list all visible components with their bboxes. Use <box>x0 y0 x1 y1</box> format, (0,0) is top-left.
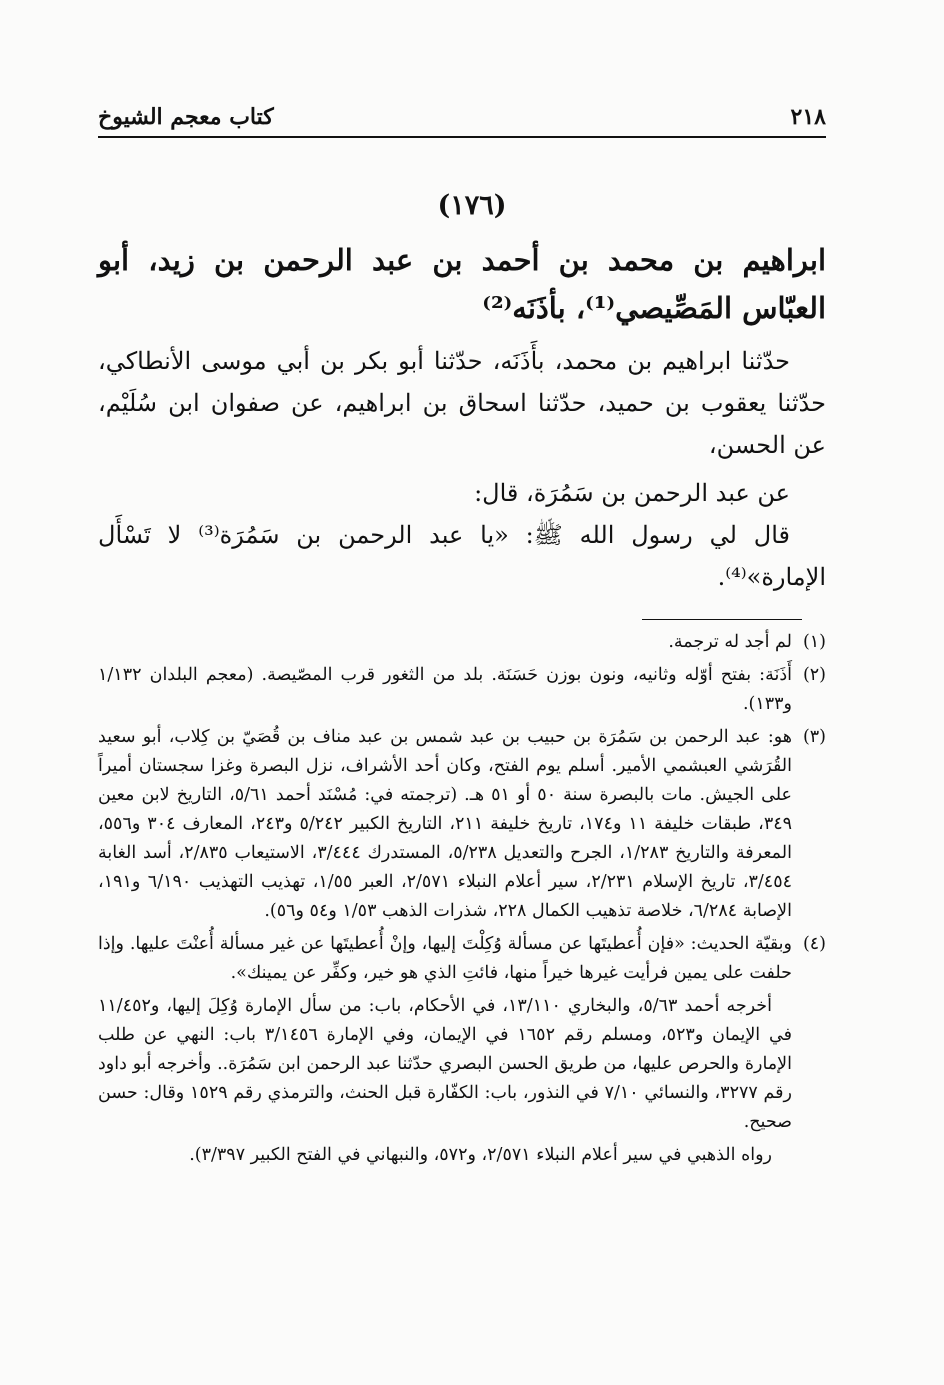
footnote-text: أَذَنَة: بفتح أوّله وثانيه، ونون بوزن حَسَنَة. بلد من الثغور قرب المصّيصة. (معجم البلدان ١/١٣٢ و١٣٣). <box>98 665 792 714</box>
footnote-mark: (٣) <box>802 727 826 747</box>
footnote-text: وبقيّة الحديث: «فإن أُعطيتَها عن مسألة وُكِلْتَ إليها، وإنْ أُعطيتَها عن غير مسألة أُعنْتَ عليها. وإذا حلفت على يمين فرأيت غيرها خيراً منها، فائتِ الذي هو خير، وكفِّر عن يمينك». <box>98 934 792 983</box>
isnad-paragraph: حدّثنا ابراهيم بن محمد، بأَذَنَه، حدّثنا أبو بكر بن أبي موسى الأنطاكي، حدّثنا يعقوب بن حميد، حدّثنا اسحاق بن ابراهيم، عن صفوان ابن سُلَيْم، عن الحسن، <box>98 347 826 459</box>
footnote <box>98 628 826 657</box>
footnote-text: لم أجد له ترجمة. <box>668 632 792 652</box>
page-number: ٢١٨ <box>790 104 826 130</box>
takhrij-paragraph: رواه الذهبي في سير أعلام النبلاء ٢/٥٧١، و٥٧٢، والنبهاني في الفتح الكبير ٣/٣٩٧). <box>189 1145 772 1165</box>
matn-paragraph: قال لي رسول الله ﷺ: «يا عبد الرحمن بن سَمُرَة⁽³⁾ لا تَسْأَل الإمارة»⁽⁴⁾. <box>98 521 826 591</box>
footnote-mark: (١) <box>802 632 826 652</box>
footnote <box>98 723 826 926</box>
footnote-rule <box>642 619 802 620</box>
hadith-text <box>98 340 826 598</box>
footnote <box>98 930 826 988</box>
narrator-paragraph: عن عبد الرحمن بن سَمُرَة، قال: <box>474 479 790 507</box>
entry-number: (١٧٦) <box>437 190 507 221</box>
page-header <box>98 100 826 134</box>
footnote <box>98 661 826 719</box>
entry-title: ابراهيم بن محمد بن أحمد بن عبد الرحمن بن زيد، أبو العبّاس المَصِّيصي⁽¹⁾، بأذَنَه⁽²⁾ <box>98 243 826 325</box>
footnote-mark: (٤) <box>802 934 826 954</box>
header-rule <box>98 136 826 138</box>
footnote-text: هو: عبد الرحمن بن سَمُرَة بن حبيب بن عبد شمس بن عبد مناف بن قُصَيّ بن كِلاب، أبو سعيد القُرَشي العبشمي الأمير. أسلم يوم الفتح، وكان أحد الأشراف، نزل البصرة وغزا سجستان أميراً على الجيش. مات بالبصرة سنة ٥٠ أو ٥١ هـ. (ترجمته في: مُسْنَد أحمد ٥/٦١، التاريخ لابن معين ٣٤٩، طبقات خليفة ١١ و١٧٤، تاريخ خليفة ٢١١، التاريخ الكبير ٥/٢٤٢ و٢٤٣، المعارف ٣٠٤ و٥٥٦، المعرفة والتاريخ ١/٢٨٣، الجرح والتعديل ٥/٢٣٨، المستدرك ٣/٤٤٤، الاستيعاب ٢/٨٣٥، أسد الغابة ٣/٤٥٤، تاريخ الإسلام ٢/٢٣١، سير أعلام النبلاء ٢/٥٧١، العبر ١/٥٥، تهذيب التهذيب ٦/١٩٠ و١٩١، الإصابة ٦/٢٨٤، خلاصة تذهيب الكمال ٢٢٨، شذرات الذهب ١/٥٣ و٥٤ و٥٦). <box>98 727 793 921</box>
footnote-mark: (٢) <box>802 665 826 685</box>
footnotes <box>98 628 826 1174</box>
takhrij-paragraph: أخرجه أحمد ٥/٦٣، والبخاري ١٣/١١٠، في الأحكام، باب: من سأل الإمارة وُكِلَ إليها، و١١/٤٥٢ في الإيمان و٥٢٣، ومسلم رقم ١٦٥٢ في الإيمان، وفي الإمارة ٣/١٤٥٦ باب: النهي عن طلب الإمارة والحرص عليها، من طريق الحسن البصري حدّثنا عبد الرحمن ابن سَمُرَة.. وأخرجه أبو داود رقم ٣٢٧٧، والنسائي ٧/١٠ في النذور، باب: الكفّارة قبل الحنث، والترمذي رقم ١٥٢٩ وقال: حسن صحيح. <box>98 996 792 1132</box>
book-title: كتاب معجم الشيوخ <box>98 104 274 130</box>
